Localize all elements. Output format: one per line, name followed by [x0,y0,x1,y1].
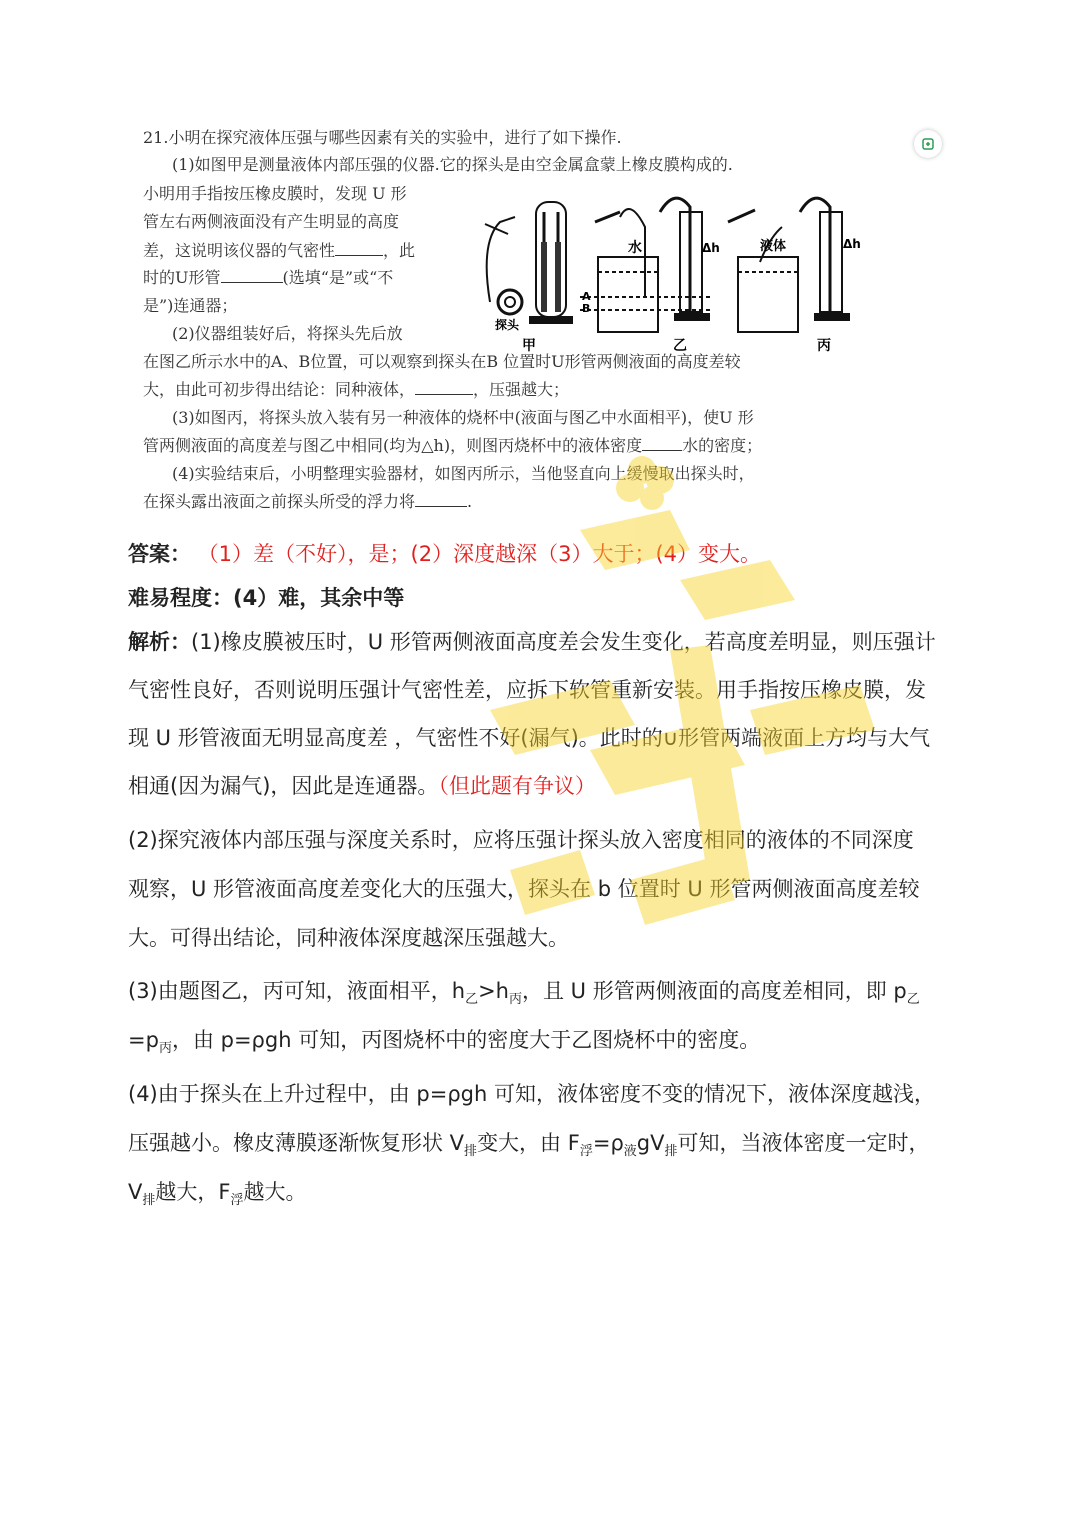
answer-blank [221,268,283,283]
question-text: ，压强越大； [473,380,570,399]
subscript: 乙 [465,992,479,1007]
question-line-1: 21.小明在探究液体压强与哪些因素有关的实验中，进行了如下操作. [143,128,622,147]
label-liquid: 液体 [760,239,787,254]
difficulty-line: 难易程度：(4）难，其余中等 [128,586,405,610]
label-dh-2: Δh [843,237,861,251]
analysis-p2-line-1: (2)探究液体内部压强与深度关系时，应将压强计探头放入密度相同的液体的不同深度 [128,828,914,852]
analysis-p2-line-3: 大。可得出结论，同种液体深度越深压强越大。 [128,926,569,950]
app-badge-icon[interactable] [914,130,942,158]
analysis-p2-line-2: 观察，U 形管液面高度差变化大的压强大，探头在 b 位置时 U 形管两侧液面高度差较 [128,877,920,901]
subscript: 排 [664,1144,678,1159]
analysis-p4-line-2 [128,1127,930,1157]
question-line-11: (3)如图丙，将探头放入装有另一种液体的烧杯中(液面与图乙中水面相平)，使U 形 [172,408,754,427]
analysis-p4-line-1: (4)由于探头在上升过程中，由 p=ρgh 可知，液体密度不变的情况下，液体深度越浅， [128,1082,935,1106]
answer-blank [415,380,473,395]
answer-text: （1）差（不好），是；(2）深度越深（3）大于；(4）变大。 [197,542,762,566]
analysis-p1-line-3: 现 U 形管液面无明显高度差 ，气密性不好(漏气)。此时的∪形管两端液面上方均与大气 [128,726,931,750]
question-line-8: (2)仪器组装好后，将探头先后放 [172,324,403,343]
subscript: 液 [623,1144,637,1159]
answer-blank [642,436,682,451]
question-line-10 [143,376,569,403]
analysis-text: >h [478,979,509,1003]
label-b: B [582,302,591,315]
analysis-p3-line-2 [128,1024,760,1054]
label-probe: 探头 [495,318,520,332]
question-line-9: 在图乙所示水中的A、B位置，可以观察到探头在B 位置时U形管两侧液面的高度差较 [143,352,741,371]
question-text: ，此 [383,241,416,260]
analysis-text: =ρ [592,1131,624,1155]
analysis-p3-line-1 [128,975,920,1005]
question-line-2: (1)如图甲是测量液体内部压强的仪器.它的探头是由空金属盒蒙上橡皮膜构成的. [172,155,733,174]
analysis-text: =p [128,1028,159,1052]
analysis-text: ，由 p=ρgh 可知，丙图烧杯中的密度大于乙图烧杯中的密度。 [171,1028,761,1052]
question-line-4: 管左右两侧液面没有产生明显的高度 [143,212,400,231]
subscript: 丙 [508,992,522,1007]
question-text: 差，这说明该仪器的气密性 [143,241,336,260]
analysis-text: 越大。 [243,1180,307,1204]
question-line-14 [143,488,472,515]
answer-line [128,538,761,568]
question-text: 水的密度； [682,436,763,455]
answer-label: 答案： [128,542,191,566]
subscript: 乙 [906,992,920,1007]
subscript: 浮 [579,1144,593,1159]
label-a: A [582,290,591,303]
apparatus-yi [580,198,710,332]
analysis-label: 解析： [128,630,191,654]
apparatus-bing [728,198,849,332]
subscript: 排 [142,1193,156,1208]
analysis-text: (3)由题图乙，丙可知，液面相平，h [128,979,466,1003]
question-text: 时的U形管 [143,268,221,287]
question-line-3: 小明用手指按压橡皮膜时，发现 U 形 [143,184,407,203]
question-line-7: 是”)连通器； [143,296,238,315]
question-line-5 [143,237,415,264]
analysis-note: （但此题有争议） [438,774,596,798]
label-bing: 丙 [817,338,831,354]
question-text: . [467,492,473,511]
subscript: 丙 [158,1041,172,1056]
analysis-text: 变大，由 F [477,1131,580,1155]
analysis-p1-line-1 [128,626,936,656]
apparatus-jia [485,202,572,323]
analysis-text: (1)橡皮膜被压时，U 形管两侧液面高度差会发生变化，若高度差明显，则压强计 [191,630,936,654]
question-text: 在探头露出液面之前探头所受的浮力将 [143,492,416,511]
label-yi: 乙 [673,338,687,354]
analysis-p4-line-3 [128,1176,307,1206]
subscript: 排 [464,1144,478,1159]
subscript: 浮 [230,1193,244,1208]
analysis-p1-line-2: 气密性良好，否则说明压强计气密性差，应拆下软管重新安装。用手指按压橡皮膜，发 [128,678,926,702]
question-text: 大，由此可初步得出结论：同种液体， [143,380,416,399]
label-jia: 甲 [522,338,536,354]
analysis-text: gV [636,1131,665,1155]
analysis-text: V [128,1180,143,1204]
app-badge-glyph [921,137,935,151]
analysis-p1-line-4 [128,770,596,800]
label-dh-1: Δh [702,241,720,255]
label-water: 水 [628,240,642,256]
question-text: (选填“是”或“不 [282,268,394,287]
analysis-text: 可知，当液体密度一定时， [677,1131,930,1155]
answer-blank [415,492,467,507]
question-line-6 [143,264,393,291]
question-line-12 [143,432,762,459]
analysis-text: 相通(因为漏气)，因此是连通器。 [128,774,439,798]
analysis-text: 越大，F [155,1180,231,1204]
answer-blank [335,241,383,256]
analysis-text: 压强越小。橡皮薄膜逐渐恢复形状 V [128,1131,465,1155]
apparatus-figure [470,182,870,354]
question-text: 管两侧液面的高度差与图乙中相同(均为△h)，则图丙烧杯中的液体密度 [143,436,643,455]
analysis-text: ，且 U 形管两侧液面的高度差相同，即 p [522,979,907,1003]
question-line-13: (4)实验结束后，小明整理实验器材，如图丙所示，当他竖直向上缓慢取出探头时， [172,464,755,483]
